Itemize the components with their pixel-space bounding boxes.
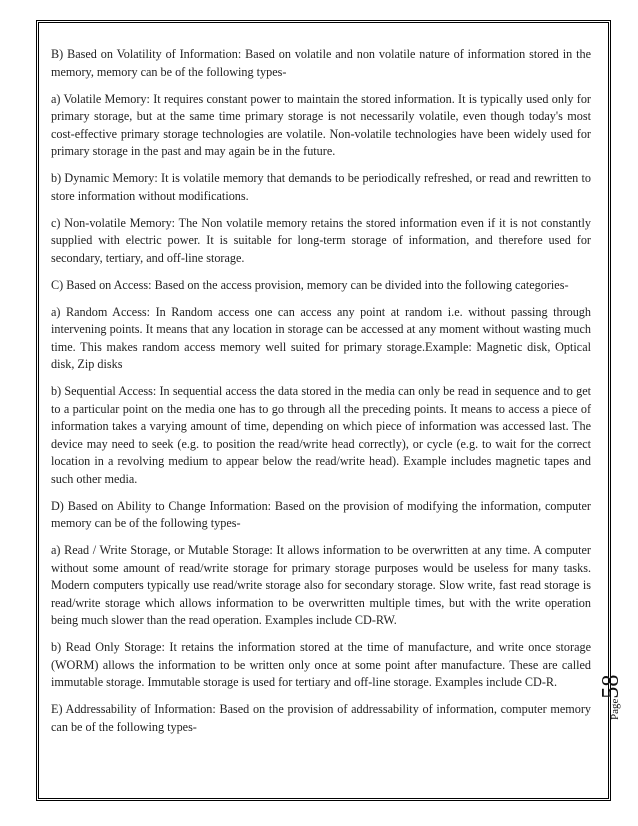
paragraph-change-heading: D) Based on Ability to Change Information: Based on the provision of modifying the information, computer memory can be of the following types- [51,498,591,530]
paragraph-addressability-heading: E) Addressability of Information: Based on the provision of addressability of information, computer memory can be of the following types- [51,702,591,734]
page-number-label [598,675,625,720]
paragraph-dynamic-memory: b) Dynamic Memory: It is volatile memory that demands to be periodically refreshed, or read and rewritten to store information without modifications. [51,171,591,203]
paragraph-sequential-access: b) Sequential Access: In sequential access the data stored in the media can only be read in sequence and to get to a particular point on the media one has to go through all the preceding points. It means to access a piece of information takes a varying amount of time, depending on which piece of information was accessed last. The device may need to seek (e.g. to position the read/write head correctly), or cycle (e.g. to wait for the correct location in a revolving medium to appear below the read/write head). Example includes magnetic tapes and such other media. [51,384,591,486]
paragraph-access-heading: C) Based on Access: Based on the access provision, memory can be divided into the following categories- [51,277,569,292]
page-number: 58 [598,674,624,699]
page-word: Page [609,698,621,720]
paragraph-volatile-memory: a) Volatile Memory: It requires constant power to maintain the stored information. It is typically used only for primary storage, but at the same time primary storage is not necessarily volatile, even though today's most cost-effective primary storage technologies are volatile. Non-volatile technologies have been widely used for primary storage in the past and may again be in the future. [51,91,591,158]
paragraph-random-access: a) Random Access: In Random access one can access any point at random i.e. without passing through intervening points. It means that any location in storage can be accessed at any moment without wasting much time. This makes random access memory well suited for primary storage.Example: Magnetic disk, Optical disk, Zip disks [51,304,591,371]
paragraph-non-volatile-memory: c) Non-volatile Memory: The Non volatile memory retains the stored information even if it is not constantly supplied with electric power. It is suitable for long-term storage of information, and therefore used for secondary, tertiary, and off-line storage. [51,215,591,265]
paragraph-read-only-storage: b) Read Only Storage: It retains the information stored at the time of manufacture, and write once storage (WORM) allows the information to be written only once at some point after manufacture. These are called immutable storage. Immutable storage is used for tertiary and off-line storage. Examples include CD-R. [51,640,591,689]
document-body [51,46,591,746]
paragraph-read-write-storage: a) Read / Write Storage, or Mutable Storage: It allows information to be overwritten at any time. A computer without some amount of read/write storage for primary storage purposes would be useless for many tasks. Modern computers typically use read/write storage also for secondary storage. Slow write, fast read storage is read/write storage which allows information to be overwritten multiple times, but with the write operation being much slower than the read operation. Examples include CD-RW. [51,543,591,627]
paragraph-volatility-heading: B) Based on Volatility of Information: Based on volatile and non volatile nature of information stored in the memory, memory can be of the following types- [51,47,591,79]
